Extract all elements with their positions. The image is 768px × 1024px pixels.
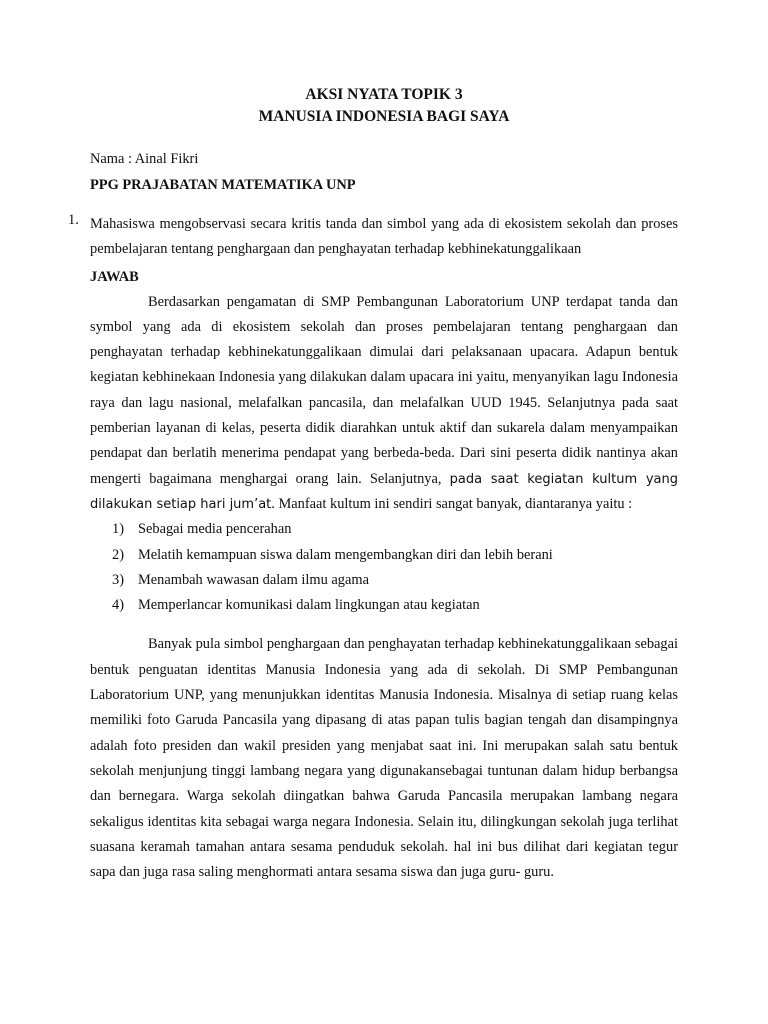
title-line-2: MANUSIA INDONESIA BAGI SAYA: [258, 108, 510, 125]
list-item: [112, 568, 678, 593]
paragraph-gap: [90, 618, 678, 632]
list-item: [112, 517, 678, 542]
list-item: [112, 543, 678, 568]
answer-p1-part-b: . Manfaat kultum ini sendiri sangat banyak, diantaranya yaitu :: [271, 495, 633, 512]
list-item: [112, 593, 678, 618]
answer-paragraph-2: Banyak pula simbol penghargaan dan penghayatan terhadap kebhinekatunggalikaan sebagai bentuk penguatan identitas Manusia Indonesia yang ada di sekolah. Di SMP Pembangunan Laboratorium UNP, yang menunjukkan identitas Manusia Indonesia. Misalnya di setiap ruang kelas memiliki foto Garuda Pancasila yang dipasang di atas papan tulis bagian tengah dan disampingnya adalah foto presiden dan wakil presiden yang menjabat saat ini. Ini merupakan salah satu bentuk sekolah menjunjung tinggi lambang negara yang digunakansebagai tuntunan dalam hidup berbangsa dan bernegara. Warga sekolah diingatkan bahwa Garuda Pancasila merupakan lambang negara sekaligus identitas kita sebagai warga negara Indonesia. Selain itu, dilingkungan sekolah juga terlihat suasana keramah tamahan antara sesama penduduk sekolah. hal ini bus dilihat dari kegiatan tegur sapa dan juga rasa saling menghormati antara sesama siswa dan juga guru- guru.: [90, 636, 678, 881]
answer-p1-handwritten-style: pada saat kegiatan kultum yang dilakukan setiap hari jum’at: [90, 471, 678, 512]
benefit-list: [90, 517, 678, 618]
list-item-text: Sebagai media pencerahan: [138, 521, 292, 538]
answer-p1-part-a: Berdasarkan pengamatan di SMP Pembangunan Laboratorium UNP terdapat tanda dan symbol yang ada di ekosistem sekolah dan proses pembelajaran tentang penghargaan dan penghayatan terhadap kebhinekatunggalikaan dimulai dari pelaksanaan upacara. Adapun bentuk kegiatan kebhinekaan Indonesia yang dilakukan dalam upacara ini yaitu, menyanyikan lagu Indonesia raya dan lagu nasional, melafalkan pancasila, dan melafalkan UUD 1945. Selanjutnya pada saat pemberian layanan di kelas, peserta didik diarahkan untuk aktif dan sukarela dalam menyampaikan pendapat dan berlatih menerima pendapat yang berbeda-beda. Dari sini peserta didik nantinya akan mengerti bagaimana menghargai orang lain. Selanjutnya,: [90, 293, 678, 487]
student-name: Nama : Ainal Fikri: [90, 151, 199, 167]
list-marker: 3): [112, 571, 124, 588]
list-item-text: Melatih kemampuan siswa dalam mengembangkan diri dan lebih berani: [138, 546, 553, 563]
list-item-text: Menambah wawasan dalam ilmu agama: [138, 571, 369, 588]
question-text: Mahasiswa mengobservasi secara kritis tanda dan simbol yang ada di ekosistem sekolah dan proses pembelajaran tentang penghargaan dan penghayatan terhadap kebhinekatunggalikaan: [90, 216, 678, 258]
list-marker: 4): [112, 597, 124, 614]
list-marker: 1): [112, 521, 124, 538]
program-name: PPG PRAJABATAN MATEMATIKA UNP: [90, 177, 356, 193]
list-marker: 2): [112, 546, 124, 563]
question-number: 1.: [68, 212, 79, 228]
question-1: [68, 212, 678, 885]
answer-paragraph-1: [90, 290, 678, 518]
list-item-text: Memperlancar komunikasi dalam lingkungan atau kegiatan: [138, 597, 480, 614]
answer-label: JAWAB: [90, 268, 139, 285]
meta-block: [90, 146, 678, 198]
title-line-1: AKSI NYATA TOPIK 3: [305, 86, 463, 103]
